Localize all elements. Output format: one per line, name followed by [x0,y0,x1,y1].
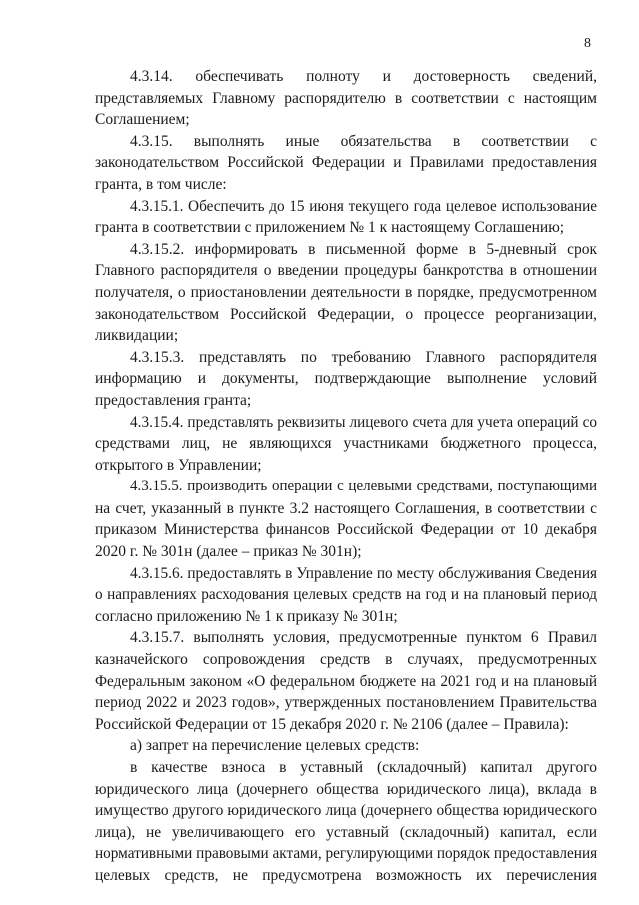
text-line: имущество другого юридического лица (дочернего общества юридического [95,802,597,820]
text-line: информацию и документы, подтверждающие выполнение условий [95,370,597,388]
text-line: на счет, указанный в пункте 3.2 настоящего Соглашения, в соответствии с [95,499,597,517]
text-line: 4.3.15.7. выполнять условия, предусмотренные пунктом 6 Правил [130,629,597,647]
text-line: 4.3.15.4. представлять реквизиты лицевого счета для учета операций со [130,413,597,431]
text-line: 4.3.15.5. производить операции с целевыми средствами, поступающими [130,478,597,495]
page-number: 8 [584,36,591,51]
text-line: лица), не увеличивающего его уставный (складочный) капитал, если [95,823,597,841]
text-line: период 2022 и 2023 годов», утвержденных постановлением Правительства [95,694,597,712]
text-line: открытого в Управлении; [95,456,262,474]
text-line: в качестве взноса в уставный (складочный) капитал другого [130,759,597,776]
document-body [95,66,597,887]
text-line: 4.3.15.6. предоставлять в Управление по месту обслуживания Сведения [130,564,597,582]
text-line: 4.3.15. выполнять иные обязательства в соответствии с [130,132,597,150]
text-line: представляемых Главному распорядителю в соответствии с настоящим [95,89,597,107]
text-line: получателя, о приостановлении деятельности в порядке, предусмотренном [95,283,597,301]
text-line: приказом Министерства финансов Российской Федерации от 10 декабря [95,521,597,539]
text-line: 4.3.15.2. информировать в письменной форме в 5-дневный срок [130,240,597,258]
text-line: Соглашением; [95,111,190,129]
text-line: ликвидации; [95,327,179,345]
text-line: а) запрет на перечисление целевых средств: [130,737,420,755]
text-line: гранта в соответствии с приложением № 1 к настоящему Соглашению; [95,219,565,237]
text-line: о направлениях расходования целевых средств на год и на плановый период [95,586,597,604]
text-line: законодательством Российской Федерации, о процессе реорганизации, [95,305,597,323]
text-line: согласно приложению № 1 к приказу № 301н; [95,607,398,625]
text-line: юридического лица (дочернего общества юридического лица), вклада в [95,780,597,798]
text-line: казначейского сопровождения средств в случаях, предусмотренных [95,651,597,669]
text-line: 4.3.15.3. представлять по требованию Главного распорядителя [130,348,597,366]
text-line: предоставления гранта; [95,391,252,409]
text-line: Главного распорядителя о введении процедуры банкротства в отношении [95,262,597,280]
text-line: Российской Федерации от 15 декабря 2020 г. № 2106 (далее – Правила): [95,715,569,733]
text-line: средствами лиц, не являющихся участниками бюджетного процесса, [95,435,597,453]
text-line: 4.3.14. обеспечивать полноту и достоверность сведений, [130,68,597,85]
text-line: гранта, в том числе: [95,175,227,193]
text-line: целевых средств, не предусмотрена возможность их перечисления [95,866,597,884]
text-line: 4.3.15.1. Обеспечить до 15 июня текущего года целевое использование [130,197,597,215]
text-line: Федеральным законом «О федеральном бюджете на 2021 год и на плановый [95,672,597,690]
text-line: законодательством Российской Федерации и Правилами предоставления [95,154,597,172]
text-line: нормативными правовыми актами, регулирующими порядок предоставления [95,845,597,863]
text-line: 2020 г. № 301н (далее – приказ № 301н); [95,543,362,561]
